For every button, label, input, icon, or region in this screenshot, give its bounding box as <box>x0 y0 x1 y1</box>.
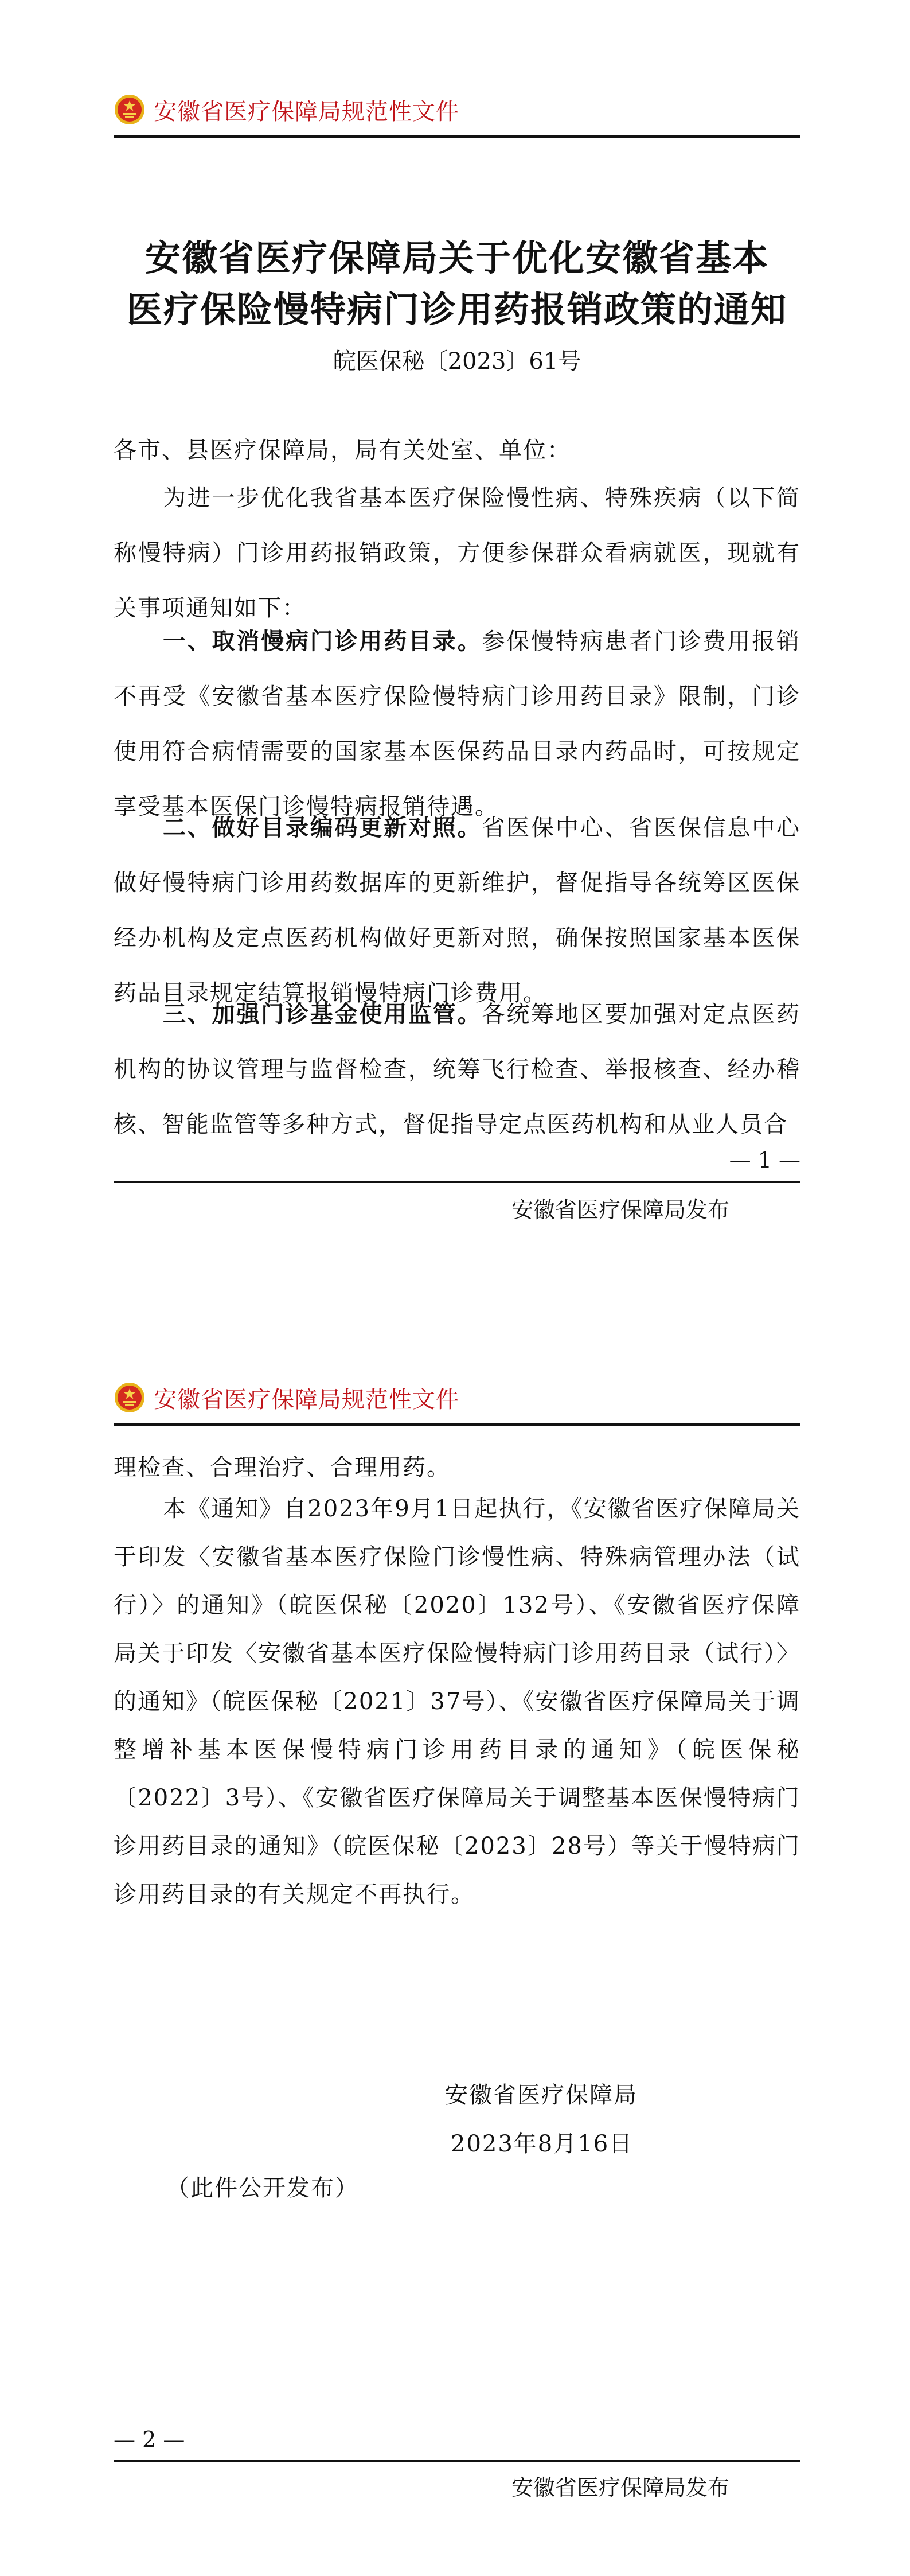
section-3 <box>114 987 800 1152</box>
national-emblem-icon <box>114 1382 146 1414</box>
section-3-heading: 三、加强门诊基金使用监管。 <box>163 1001 482 1028</box>
section-2-body: 省医保中心、省医保信息中心做好慢特病门诊用药数据库的更新维护，督促指导各统筹区医保经办机构及定点医药机构做好更新对照，确保按照国家基本医保药品目录规定结算报销慢特病门诊费用。 <box>114 815 801 1006</box>
page-number-1: — 1 — <box>729 1147 800 1173</box>
effective-paragraph: 本《通知》自2023年9月1日起执行，《安徽省医疗保障局关于印发〈安徽省基本医疗保险门诊慢性病、特殊病管理办法（试行）〉的通知》（皖医保秘〔2020〕132号）、《安徽省医疗保障局关于印发〈安徽省基本医疗保险慢特病门诊用药目录（试行）〉的通知》（皖医保秘〔2021〕37号）、《安徽省医疗保障局关于调整增补基本医保慢特病门诊用药目录的通知》（皖医保秘〔2022〕3号）、《安徽省医疗保障局关于调整基本医保慢特病门诊用药目录的通知》（皖医保秘〔2023〕28号）等关于慢特病门诊用药目录的有关规定不再执行。 <box>114 1496 800 1908</box>
section-2-heading: 二、做好目录编码更新对照。 <box>163 815 482 841</box>
salutation: 各市、县医疗保障局，局有关处室、单位： <box>114 437 571 464</box>
intro-paragraph: 为进一步优化我省基本医疗保险慢性病、特殊疾病（以下简称慢特病）门诊用药报销政策，方便参保群众看病就医，现就有关事项通知如下： <box>114 485 800 621</box>
document-header-2 <box>114 1380 802 1415</box>
header-rule-2 <box>114 1423 800 1426</box>
header-title: 安徽省医疗保障局规范性文件 <box>154 98 459 125</box>
section-1-body: 参保慢特病患者门诊费用报销不再受《安徽省基本医疗保险慢特病门诊用药目录》限制，门诊使用符合病情需要的国家基本医保药品目录内药品时，可按规定享受基本医保门诊慢特病报销待遇。 <box>114 628 801 820</box>
section-3-body: 各统筹地区要加强对定点医药机构的协议管理与监督检查，统筹飞行检查、举报核查、经办稽核、智能监管等多种方式，督促指导定点医药机构和从业人员合 <box>114 1001 801 1138</box>
document-number: 皖医保秘〔2023〕61号 <box>333 348 581 375</box>
footer-rule-2 <box>114 2460 800 2462</box>
signature-date: 2023年8月16日 <box>451 2131 634 2157</box>
continuation-text: 理检查、合理治疗、合理用药。 <box>114 1454 451 1481</box>
header-rule <box>114 135 800 138</box>
page-number-2: — 2 — <box>114 2427 185 2452</box>
section-1-heading: 一、取消慢病门诊用药目录。 <box>163 628 482 655</box>
header-title-2: 安徽省医疗保障局规范性文件 <box>154 1386 459 1413</box>
disclosure-note: （此件公开发布） <box>166 2175 359 2201</box>
document-title-line-2: 医疗保险慢特病门诊用药报销政策的通知 <box>126 289 787 330</box>
national-emblem-icon <box>114 94 146 126</box>
footer-publisher-1: 安徽省医疗保障局发布 <box>511 1197 730 1223</box>
document-page-2 <box>0 1288 910 2576</box>
signature-organization: 安徽省医疗保障局 <box>445 2082 638 2108</box>
footer-publisher-2: 安徽省医疗保障局发布 <box>511 2475 730 2500</box>
footer-rule-1 <box>114 1181 800 1183</box>
document-title-line-1: 安徽省医疗保障局关于优化安徽省基本 <box>144 237 769 279</box>
document-header <box>114 92 802 127</box>
